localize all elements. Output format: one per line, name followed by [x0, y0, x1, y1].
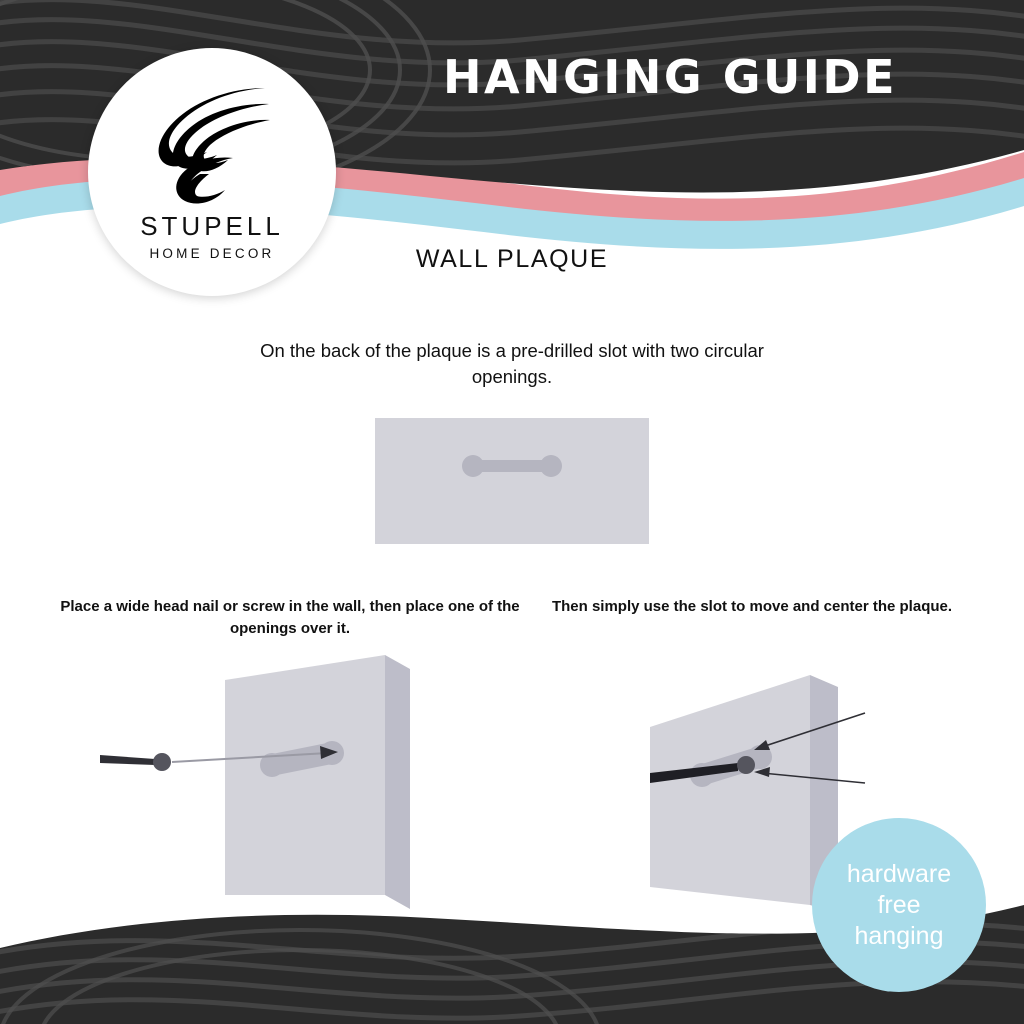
nail-icon	[100, 753, 171, 771]
step1-caption: Place a wide head nail or screw in the wall, then place one of the openings over it.	[60, 598, 520, 637]
section-title: WALL PLAQUE	[415, 245, 609, 273]
nail-into-wall-illustration	[80, 655, 440, 925]
plaque-back-view	[375, 418, 649, 544]
intro-caption: On the back of the plaque is a pre-drilled slot with two circular openings.	[260, 340, 764, 387]
badge-line-3: hanging	[854, 921, 944, 950]
logo-badge	[88, 48, 336, 296]
hardware-free-badge	[812, 818, 986, 992]
page-title: HANGING GUIDE	[442, 50, 898, 104]
stupell-swoosh-logo-icon	[137, 70, 287, 210]
logo-name: STUPELL	[140, 211, 284, 241]
step2-caption: Then simply use the slot to move and center the plaque.	[551, 598, 953, 615]
badge-line-1: hardware	[846, 859, 952, 888]
logo-subtitle: HOME DECOR	[149, 246, 275, 261]
badge-line-2: free	[877, 890, 921, 919]
